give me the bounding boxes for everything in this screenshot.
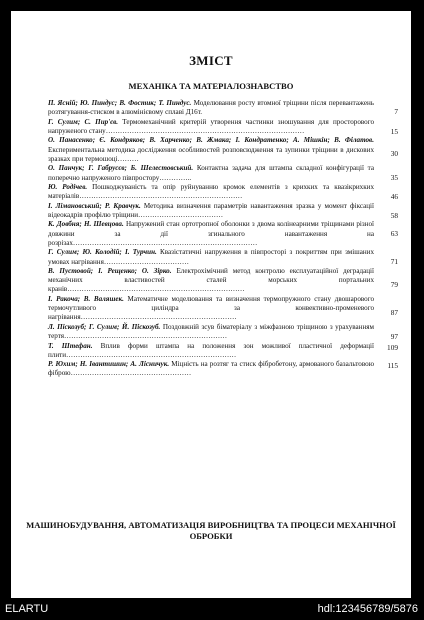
toc-entry-title: Моделювання росту втомної тріщини після перевантажень розтягування-стиском в алюмінієвому сплаві Д16т.	[48, 99, 374, 117]
toc-entry-authors: Г. Сулим; Ю. Колодій; І. Турчин.	[48, 248, 157, 257]
toc-entry-page: 109	[387, 342, 398, 352]
toc-entry	[48, 341, 398, 360]
toc-entry-authors: П. Ясній; Ю. Пиндус; В. Фостик; Т. Пиндус.	[48, 99, 192, 107]
toc-entry-page: 7	[394, 107, 398, 116]
toc-entry-authors: Р. Юхим; Н. Івантишин; А. Лісничук.	[48, 360, 170, 369]
toc-entry-title: Квазістатичні напруження в півпросторі з покриттям при змішаних умовах нагрівання………………………………	[48, 248, 374, 266]
repository-label: ELARTU	[5, 603, 49, 615]
toc-entry-authors: І. Ракоча; В. Валяшек.	[48, 294, 124, 303]
toc-entry	[48, 360, 398, 378]
toc-entry-page: 35	[390, 173, 398, 183]
toc-entry	[48, 164, 398, 183]
toc-entry	[48, 294, 398, 323]
page-title: ЗМІСТ	[189, 53, 233, 68]
handle-label: hdl:123456789/5876	[317, 603, 418, 615]
toc-entry-title: Напружений стан ортотропної оболонки з двома колінеарними тріщинами різної довжини за дії згинального навантаження на розрізах……………………………………………………………………	[48, 220, 374, 247]
toc-entry-page: 58	[390, 210, 398, 220]
toc-entry-page: 46	[390, 192, 398, 202]
toc-entry-title: Методика визначення параметрів навантаження зразка у момент фіксації відеокадрів профілю тріщини………………………………	[48, 201, 374, 219]
toc-entry	[48, 136, 398, 164]
toc-entry-title: Електрохімічний метод контролю експлуатаційної деградації механічних властивостей сталей морських портальних кранів…………………………………………………………………	[48, 267, 374, 294]
toc-entry-authors: В. Пустовой; І. Рещенко; О. Зірко.	[48, 267, 172, 276]
toc-entry-title: Термомеханічний критерій утворення частинки зношування для просторового напруженого стану…………………………………………………………………………	[48, 117, 374, 135]
toc-entry-title: Міцність на розтяг та стиск фібробетону, армованого базальтовою фіброю……………………………………………	[48, 360, 374, 378]
toc-entry-authors: Т. Штефан.	[48, 341, 93, 350]
toc-entry-authors: Ю. Родічев.	[48, 183, 88, 192]
toc-entry	[48, 267, 398, 295]
toc-entry-page: 115	[387, 361, 398, 371]
toc-entry-title: Поздовжній зсув біматеріалу з міжфазною тріщиною з урахуванням тертя……………………………………………………………	[48, 322, 374, 341]
toc-entry-page: 87	[390, 307, 398, 317]
toc-entry	[48, 117, 398, 136]
toc-entry-page: 30	[390, 149, 398, 159]
toc-list	[48, 99, 398, 379]
toc-entry	[48, 248, 398, 267]
toc-entry-title: Експериментальна методика дослідження особливостей розповсюдження та зупинки тріщини в дискових зразках при термошоці………	[48, 145, 374, 163]
toc-entry-authors: К. Довбня; Н. Шевцова.	[48, 220, 124, 229]
toc-entry-page: 15	[390, 126, 398, 136]
toc-entry-page: 63	[390, 229, 398, 239]
section-heading-engineering: МАШИНОБУДУВАННЯ, АВТОМАТИЗАЦІЯ ВИРОБНИЦТВА ТА ПРОЦЕСИ МЕХАНІЧНОЇ ОБРОБКИ	[26, 520, 396, 541]
toc-entry	[48, 201, 398, 220]
toc-entry	[48, 99, 398, 117]
toc-entry-page: 97	[390, 331, 398, 341]
toc-entry-title: Вплив форми штампа на положення зон можливої пластичної деформації плити………………………………………………………………	[48, 341, 374, 359]
toc-entry-page: 79	[390, 280, 398, 290]
toc-entry-authors: Г. Сулим; С. Пир'єв.	[48, 117, 119, 126]
toc-entry	[48, 220, 398, 248]
section-heading-mechanics: МЕХАНІКА ТА МАТЕРІАЛОЗНАВСТВО	[128, 81, 294, 91]
toc-entry-title: Контактна задача для штампа складної конфігурації та поперечно напруженого півпростору…………..	[48, 164, 374, 182]
toc-entry	[48, 183, 398, 202]
toc-entry-authors: І. Лімановський; Р. Кравчук.	[48, 201, 141, 210]
toc-entry-title: Математичне моделювання та визначення термопружного стану двошарового термочутливого циліндра за конвективно-променевого нагрівання…………………………………………………………	[48, 294, 374, 322]
toc-entry-title: Пошкоджуваність та опір руйнуванню кромок елементів з крихких та квазікрихких матеріалів……………………………………………………………	[48, 183, 374, 201]
toc-entry-authors: Л. Піскозуб; Г. Сулим; Й. Піскозуб.	[48, 322, 161, 331]
toc-entry-authors: О. Панасенко; Є. Кондряков; В. Харченко; В. Жмака; І. Кондратенко; А. Мішкін; В. Філатов.	[48, 136, 374, 145]
toc-entry-page: 71	[390, 257, 398, 267]
document-page	[11, 11, 411, 598]
toc-entry	[48, 322, 398, 341]
viewer-footer	[0, 600, 424, 620]
toc-entry-authors: О. Панчук; Г. Габрусєв; Б. Шелестовський.	[48, 164, 194, 173]
